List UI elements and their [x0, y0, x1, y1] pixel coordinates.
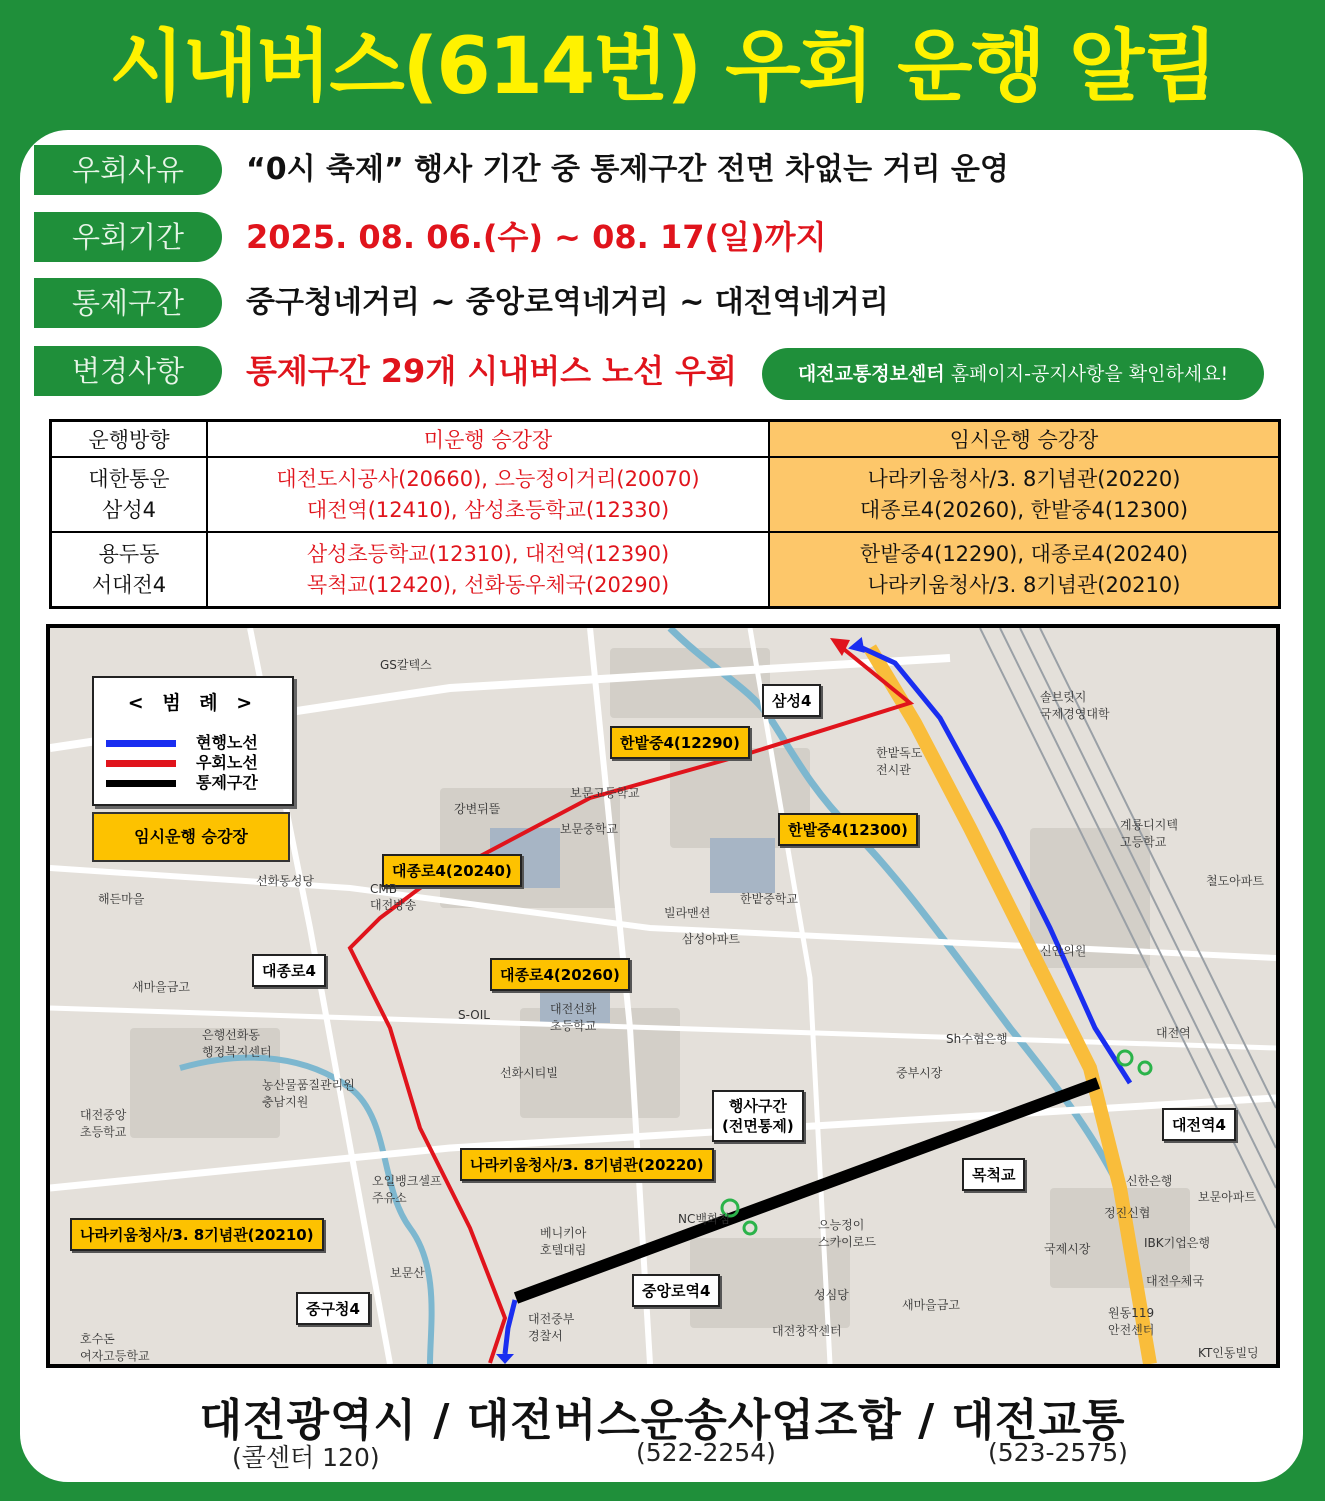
place-label: NC백화점 — [678, 1212, 731, 1226]
header-temp-stops: 임시운행 승강장 — [769, 421, 1280, 458]
callout-samsung4[interactable]: 삼성4 — [762, 684, 821, 717]
place-label: 보문아파트 — [1198, 1190, 1256, 1204]
current-route-line — [505, 1300, 515, 1354]
direction-line: 용두동 — [98, 541, 160, 566]
place-label: 한밭중학교 — [740, 892, 798, 906]
temp-line: 나라키움청사/3. 8기념관(20210) — [867, 572, 1181, 597]
place-label: 보문중학교 — [560, 822, 618, 836]
place-label: CMB 대전방송 — [370, 882, 417, 912]
place-label: 으능정이 스카이로드 — [818, 1218, 876, 1249]
notice-bold: 대전교통정보센터 — [797, 363, 945, 385]
place-label: 대전중부 경찰서 — [528, 1312, 575, 1343]
info-label-reason: 우회사유 — [34, 145, 222, 195]
temp-line: 대종로4(20260), 한밭중4(12300) — [859, 497, 1189, 522]
place-label: 호수돈 여자고등학교 — [80, 1332, 150, 1363]
callout-hanbat12290[interactable]: 한밭중4(12290) — [610, 726, 750, 759]
place-label: 선화시티빌 — [500, 1066, 558, 1080]
place-label: 해든마을 — [98, 892, 145, 906]
missed-cell — [207, 532, 769, 608]
direction-line: 삼성4 — [102, 497, 156, 522]
page-title: 시내버스(614번) 우회 운행 알림 — [109, 22, 1216, 112]
route-map[interactable] — [46, 624, 1280, 1368]
place-label: 대전역 — [1156, 1026, 1191, 1040]
place-label: 신안의원 — [1040, 944, 1087, 958]
place-label: 보문고등학교 — [570, 786, 640, 800]
legend-swatch-blue — [106, 740, 176, 747]
temp-cell — [769, 532, 1280, 608]
place-label: 대전선화 초등학교 — [550, 1002, 597, 1033]
place-label: 삼성아파트 — [682, 932, 740, 946]
place-label: 은행선화동 행정복지센터 — [202, 1028, 272, 1059]
table-row — [51, 532, 1280, 608]
callout-daejeonstn4[interactable]: 대전역4 — [1162, 1108, 1236, 1141]
legend-swatch-red — [106, 760, 176, 767]
table-header-row — [51, 421, 1280, 458]
header-direction: 운행방향 — [51, 421, 208, 458]
direction-cell — [51, 532, 208, 608]
temp-line: 나라키움청사/3. 8기념관(20220) — [867, 466, 1181, 491]
info-value-period: 2025. 08. 06.(수) ~ 08. 17(일)까지 — [246, 218, 827, 256]
place-label: 국제시장 — [1044, 1242, 1091, 1256]
place-label: 대전우체국 — [1146, 1274, 1204, 1288]
direction-line: 서대전4 — [91, 572, 167, 597]
callout-narakium20210[interactable]: 나라키움청사/3. 8기념관(20210) — [70, 1218, 324, 1251]
place-label: 농산물품질관리원 충남지원 — [262, 1078, 355, 1109]
legend-title: < 범 례 > — [127, 692, 259, 714]
current-route-arrow — [496, 1354, 514, 1364]
place-label: 계룡디지텍 고등학교 — [1120, 818, 1178, 849]
place-label: 신한은행 — [1126, 1174, 1173, 1188]
info-label-period: 우회기간 — [34, 212, 222, 262]
notice-rest: 홈페이지-공지사항을 확인하세요! — [944, 363, 1229, 385]
legend-item-control — [106, 770, 258, 793]
place-label: 철도아파트 — [1206, 874, 1264, 888]
callout-junggu4[interactable]: 중구청4 — [296, 1292, 370, 1325]
missed-cell — [207, 457, 769, 532]
place-label: 정진신협 — [1104, 1206, 1151, 1220]
place-label: 대전창작센터 — [772, 1324, 842, 1338]
temp-line: 한밭중4(12290), 대종로4(20240) — [859, 541, 1189, 566]
direction-line: 대한통운 — [88, 466, 170, 491]
footer-tel-busunion: (522-2254) — [636, 1438, 776, 1467]
place-label: 솔브릿지 국제경영대학 — [1040, 690, 1110, 721]
place-label: KT인동빌딩 — [1198, 1346, 1259, 1360]
callout-narakium20220[interactable]: 나라키움청사/3. 8기념관(20220) — [460, 1148, 714, 1181]
place-label: 새마을금고 — [902, 1298, 960, 1312]
notice-pill — [762, 348, 1264, 400]
missed-line: 대전역(12410), 삼성초등학교(12330) — [306, 497, 670, 522]
callout-daejong20240[interactable]: 대종로4(20240) — [382, 854, 522, 887]
place-label: 빌라맨션 — [664, 906, 711, 920]
legend-label: 통제구간 — [196, 773, 258, 792]
callout-event-section[interactable]: 행사구간 (전면통제) — [712, 1090, 804, 1142]
table-row — [51, 457, 1280, 532]
legend-swatch-black — [106, 780, 176, 787]
place-label: 한밭독도 전시관 — [876, 746, 923, 777]
place-label: 보문산 — [390, 1266, 425, 1280]
missed-line: 목척교(12420), 선화동우체국(20290) — [306, 572, 670, 597]
info-value-reason: “0시 축제” 행사 기간 중 통제구간 전면 차없는 거리 운영 — [246, 152, 1009, 187]
place-label: IBK기업은행 — [1144, 1236, 1211, 1250]
info-value-change: 통제구간 29개 시내버스 노선 우회 — [246, 352, 737, 390]
legend-temp-stop: 임시운행 승강장 — [92, 812, 290, 862]
callout-daejong20260[interactable]: 대종로4(20260) — [490, 958, 630, 991]
stop-table — [49, 419, 1281, 609]
place-label: Sh수협은행 — [946, 1032, 1008, 1046]
map-legend — [92, 676, 294, 806]
info-label-section: 통제구간 — [34, 278, 222, 328]
footer-tel-transit: (523-2575) — [988, 1438, 1128, 1467]
info-value-section: 중구청네거리 ~ 중앙로역네거리 ~ 대전역네거리 — [246, 285, 889, 320]
place-label: 오일뱅크셀프 주유소 — [372, 1174, 442, 1205]
info-label-change: 변경사항 — [34, 346, 222, 396]
place-label: GS칼텍스 — [380, 658, 432, 672]
place-label: 새마을금고 — [132, 980, 190, 994]
callout-hanbat12300[interactable]: 한밭중4(12300) — [778, 813, 918, 846]
place-label: 원동119 안전센터 — [1108, 1306, 1155, 1337]
building — [710, 838, 775, 893]
place-label: 강변뒤뜰 — [454, 802, 501, 816]
place-label: S-OIL — [458, 1008, 490, 1022]
place-label: 베니키아 호텔대림 — [540, 1226, 587, 1257]
place-label: 대전중앙 초등학교 — [80, 1108, 127, 1139]
direction-cell — [51, 457, 208, 532]
place-label: 중부시장 — [896, 1066, 943, 1080]
legend-label: 현행노선 — [196, 733, 258, 752]
callout-mokcheok[interactable]: 목척교 — [962, 1158, 1025, 1191]
footer-tel-callcenter: (콜센터 120) — [232, 1443, 380, 1472]
callout-daejong4[interactable]: 대종로4 — [252, 954, 326, 987]
callout-jungang4[interactable]: 중앙로역4 — [632, 1274, 720, 1307]
place-label: 성심당 — [814, 1288, 849, 1302]
header-missed-stops: 미운행 승강장 — [207, 421, 769, 458]
temp-cell — [769, 457, 1280, 532]
missed-line: 삼성초등학교(12310), 대전역(12390) — [306, 541, 670, 566]
legend-label: 우회노선 — [196, 753, 258, 772]
place-label: 선화동성당 — [256, 874, 314, 888]
missed-line: 대전도시공사(20660), 으능정이거리(20070) — [276, 466, 700, 491]
footer-organizations: 대전광역시 / 대전버스운송사업조합 / 대전교통 — [199, 1395, 1126, 1446]
